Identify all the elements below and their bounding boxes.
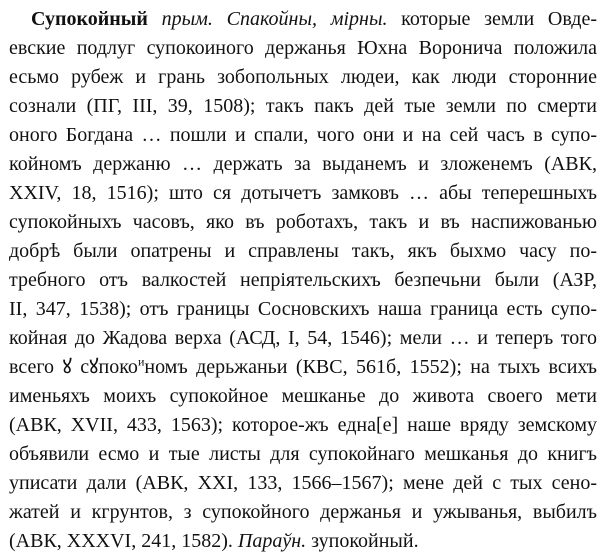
entry-line-17: уписати дали (АВК, XXI, 133, 1566–1567); мене дей с тых сено-	[9, 472, 597, 494]
entry-text: которые земли Овде-	[401, 8, 597, 30]
entry-line-19	[9, 527, 597, 556]
entry-line-7: XXIV, 18, 1516); што ся дотычетъ замковъ … абы теперешныхъ	[9, 182, 597, 204]
entry-line-11: II, 347, 1538); отъ границы Сосновскихъ наша граница есть супо-	[9, 298, 597, 320]
entry-line-15: (АВК, XVII, 433, 1563); которое-жъ една[е] наше вряду земскому	[9, 414, 597, 436]
entry-line-14: именьяхъ моихъ супокойное мешканье до живота своего мети	[9, 385, 597, 407]
entry-line-18: жатей и кгрунтов, з супокойного держанья и ужыванья, выбилъ	[9, 501, 597, 523]
translation: Спакойны, мірны.	[226, 8, 388, 30]
entry-text: (АВК, XXXVI, 241, 1582).	[9, 530, 233, 552]
entry-line-16: объявили есмо и тые листы для супокойнаго мешканья до книгъ	[9, 443, 597, 465]
entry-text: номъ дерьжаньи (КВС, 561б, 1552); на тыхъ всихъ	[144, 356, 597, 378]
entry-line-8: супокойныхъ часовъ, яко въ роботахъ, такъ и въ наспижованью	[9, 211, 597, 233]
entry-line-1	[9, 5, 597, 34]
entry-line-2: евские подлуг супокоиного держанья Юхна Воронича положила	[9, 37, 597, 59]
entry-text: всего ꙋ сꙋпоко	[9, 356, 138, 378]
part-of-speech: прым.	[161, 8, 213, 30]
entry-line-13	[9, 353, 597, 382]
dictionary-entry	[9, 5, 597, 556]
entry-line-6: койномъ держаню … держать за выданемъ и зложенемъ (АВК,	[9, 153, 597, 175]
entry-line-10: требного отъ валкостей непріятельскихъ безпечьни были (АЗР,	[9, 269, 597, 291]
entry-line-4: сознали (ПГ, III, 39, 1508); такъ пакъ дей тые земли по смерти	[9, 95, 597, 117]
headword: Супокойный	[31, 8, 148, 30]
cross-reference-word: зупокойный.	[311, 530, 419, 552]
entry-line-5: оного Богдана … пошли и спали, чого они и на сей часъ в супо-	[9, 124, 597, 146]
entry-line-12: койная до Жадова верха (АСД, I, 54, 1546); мели … и теперъ того	[9, 327, 597, 349]
superscript-letter: и	[137, 354, 145, 369]
entry-line-9: добрѣ были опатрены и справлены такъ, якъ быхмо часу по-	[9, 240, 597, 262]
cross-reference-label: Параўн.	[237, 530, 307, 552]
entry-line-3: есьмо рубеж и грань зобопольных людеи, как люди сторонние	[9, 66, 597, 88]
